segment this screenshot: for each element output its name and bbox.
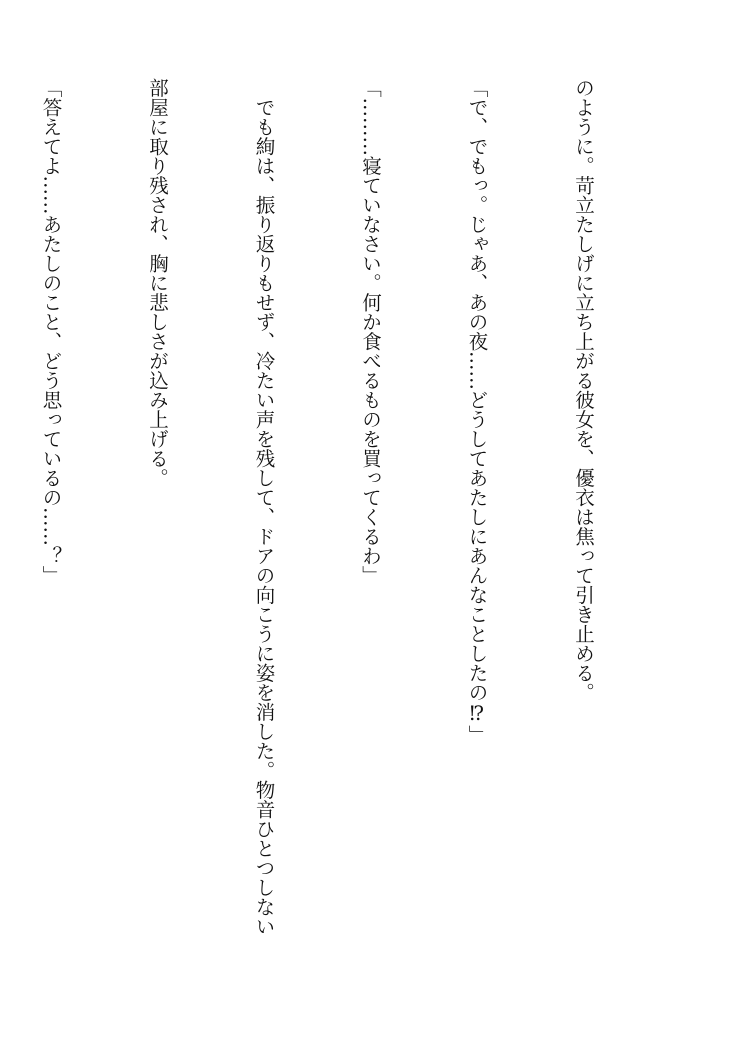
text-line: 「で、でもっ。じゃあ、あの夜……どうしてあたしにあんなことしたの⁉」	[465, 78, 489, 745]
text-line: 「答えてよ……あたしのこと、どう思っているの……？」	[39, 78, 63, 585]
text-line: 「………寝ていなさい。何か食べるものを買ってくるわ」	[359, 78, 382, 585]
vertical-text-body	[0, 78, 672, 978]
text-line: 部屋に取り残され、胸に悲しさが込み上げる。	[146, 78, 169, 488]
text-line: でも絢は、振り返りもせず、冷たい声を残して、ドアの向こうに姿を消した。物音ひとつしない	[252, 78, 276, 936]
text-line: のように。苛立たしげに立ち上がる彼女を、優衣は焦って引き止める。	[572, 78, 595, 702]
